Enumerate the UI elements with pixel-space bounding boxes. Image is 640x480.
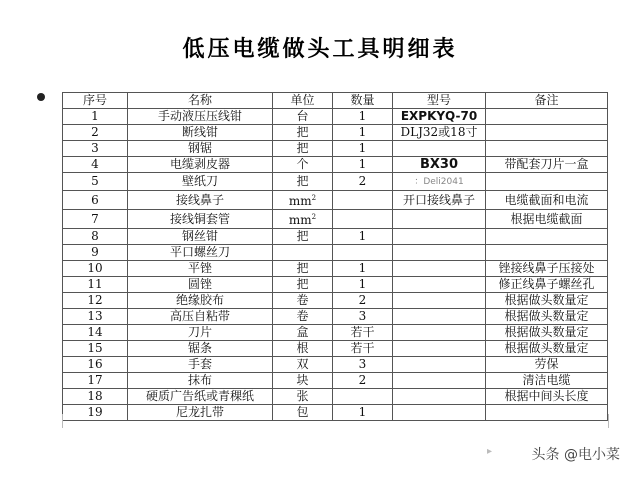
- cell-unit: [273, 309, 333, 325]
- cell-name-text: 平锉: [187, 261, 212, 275]
- cell-note-text: 清洁电缆: [522, 373, 571, 387]
- cell-note: [486, 261, 608, 277]
- cell-no: [63, 229, 128, 245]
- cell-no: [63, 293, 128, 309]
- cell-note: [486, 210, 608, 229]
- table-row: [63, 309, 608, 325]
- header-unit: 单位: [273, 93, 333, 109]
- table-row: [63, 245, 608, 261]
- cell-name: [128, 293, 273, 309]
- cell-note: [486, 357, 608, 373]
- cell-note: [486, 141, 608, 157]
- cell-note: [486, 157, 608, 173]
- cell-no-text: 7: [91, 211, 99, 226]
- cell-note-text: 根据做头数量定: [504, 325, 589, 339]
- cell-no: [63, 109, 128, 125]
- table-header-row: [63, 93, 608, 109]
- cell-note-text: 带配套刀片一盒: [504, 157, 589, 171]
- cell-qty-text: 1: [358, 229, 367, 243]
- cell-name-text: 钢锯: [187, 141, 212, 155]
- cell-no: [63, 245, 128, 261]
- cell-model: [393, 293, 486, 309]
- cell-no-text: 17: [87, 373, 103, 387]
- table-row: [63, 341, 608, 357]
- header-note: 备注: [486, 93, 608, 109]
- table-row: [63, 173, 608, 191]
- cell-name: [128, 141, 273, 157]
- cell-no-text: 1: [91, 109, 99, 123]
- cell-qty: [333, 245, 393, 261]
- cell-qty-text: 2: [358, 373, 367, 387]
- cell-no: [63, 277, 128, 293]
- table-row: [63, 125, 608, 141]
- cell-name-text: 刀片: [187, 325, 212, 339]
- cell-model-text: DLJ32或18寸: [400, 125, 478, 139]
- cell-name-text: 锯条: [187, 341, 212, 355]
- cell-qty: [333, 341, 393, 357]
- cell-name-text: 接线铜套管: [169, 211, 230, 226]
- cell-model-text: BX30: [419, 157, 459, 172]
- watermark: 头条 @电小菜: [531, 447, 620, 463]
- cell-note: [486, 229, 608, 245]
- cell-name: [128, 373, 273, 389]
- cell-unit-text: 把: [296, 125, 309, 139]
- cell-name-text: 手动液压压线钳: [157, 109, 242, 123]
- cell-no: [63, 191, 128, 210]
- cell-qty-text: 1: [358, 261, 367, 275]
- cell-name: [128, 261, 273, 277]
- cell-qty-text: 若干: [350, 325, 375, 339]
- cell-unit: [273, 210, 333, 229]
- cell-name: [128, 125, 273, 141]
- cell-note: [486, 293, 608, 309]
- cell-no: [63, 141, 128, 157]
- cell-no-text: 18: [87, 389, 103, 403]
- cell-no: [63, 389, 128, 405]
- cell-unit: [273, 229, 333, 245]
- cell-name: [128, 210, 273, 229]
- cell-unit-text: 盒: [296, 325, 309, 339]
- table-row: [63, 141, 608, 157]
- cell-qty: [333, 191, 393, 210]
- cell-note: [486, 173, 608, 191]
- cell-qty: [333, 173, 393, 191]
- cell-no: [63, 357, 128, 373]
- cell-name-text: 手套: [187, 357, 212, 371]
- cell-note-text: 根据中间头长度: [504, 389, 589, 403]
- cell-qty: [333, 210, 393, 229]
- table-row: [63, 157, 608, 173]
- cell-note: [486, 389, 608, 405]
- cell-no-text: 2: [91, 125, 99, 139]
- cell-model: [393, 357, 486, 373]
- cell-note: [486, 277, 608, 293]
- cell-unit: [273, 109, 333, 125]
- cell-name: [128, 325, 273, 341]
- cell-unit: [273, 325, 333, 341]
- cell-note-text: 修正线鼻子螺丝孔: [498, 277, 595, 291]
- cell-unit-text: mm: [288, 213, 312, 227]
- cell-name-text: 抹布: [187, 373, 212, 387]
- cell-qty-text: 1: [358, 109, 367, 123]
- unit-superscript: 2: [311, 213, 317, 221]
- header-name: 名称: [128, 93, 273, 109]
- cell-name: [128, 109, 273, 125]
- cell-model: [393, 157, 486, 173]
- cell-note: [486, 373, 608, 389]
- cell-qty: [333, 261, 393, 277]
- header-qty: 数量: [333, 93, 393, 109]
- cell-qty: [333, 309, 393, 325]
- cell-no-text: 10: [87, 261, 103, 275]
- cell-unit: [273, 157, 333, 173]
- table-row: [63, 389, 608, 405]
- cell-name-text: 硬质广告纸或青稞纸: [145, 389, 254, 403]
- cell-no-text: 3: [91, 141, 99, 155]
- tools-table: [62, 92, 608, 421]
- cell-no-text: 5: [91, 174, 99, 188]
- cell-unit: [273, 245, 333, 261]
- cell-model-text: EXPKYQ-70: [400, 109, 478, 123]
- cell-note: [486, 191, 608, 210]
- cell-name-text: 壁纸刀: [181, 174, 218, 188]
- cell-unit: [273, 293, 333, 309]
- cell-qty-text: 1: [358, 277, 367, 291]
- cell-no: [63, 157, 128, 173]
- cell-note: [486, 125, 608, 141]
- cell-unit-text: 把: [296, 277, 309, 291]
- table-body: [63, 109, 608, 421]
- table-row: [63, 357, 608, 373]
- table-row: [63, 210, 608, 229]
- cell-unit-text: 包: [296, 405, 309, 419]
- cell-unit-text: 把: [296, 261, 309, 275]
- cell-model: [393, 125, 486, 141]
- cell-model: [393, 341, 486, 357]
- small-mark-icon: ▸: [487, 446, 493, 457]
- cell-qty: [333, 125, 393, 141]
- cell-qty: [333, 389, 393, 405]
- cell-unit-text: mm: [288, 194, 312, 208]
- cell-unit: [273, 125, 333, 141]
- cell-no: [63, 125, 128, 141]
- cell-name-text: 圆锉: [187, 277, 212, 291]
- table-row: [63, 373, 608, 389]
- cell-no: [63, 210, 128, 229]
- cell-qty: [333, 109, 393, 125]
- cell-model: [393, 325, 486, 341]
- cell-no-text: 9: [91, 245, 99, 259]
- cell-name: [128, 245, 273, 261]
- cell-no-text: 19: [87, 405, 103, 419]
- cell-unit-text: 卷: [296, 309, 309, 323]
- cell-name: [128, 309, 273, 325]
- cell-note-text: 电缆截面和电流: [504, 192, 589, 207]
- cell-qty-text: 1: [358, 405, 367, 419]
- table-row: [63, 229, 608, 245]
- table-row: [63, 109, 608, 125]
- cell-unit: [273, 261, 333, 277]
- cell-unit-text: 根: [296, 341, 309, 355]
- bullet-dot: [37, 93, 45, 101]
- cell-model: [393, 277, 486, 293]
- cell-qty-text: 1: [358, 125, 367, 139]
- cell-unit: [273, 173, 333, 191]
- cell-name: [128, 277, 273, 293]
- cell-no: [63, 373, 128, 389]
- cell-note-text: 劳保: [534, 357, 559, 371]
- cell-model: [393, 261, 486, 277]
- cell-no-text: 15: [87, 341, 103, 355]
- cell-note-text: 根据电缆截面: [510, 211, 583, 226]
- cell-no: [63, 325, 128, 341]
- cell-no: [63, 261, 128, 277]
- cell-qty-text: 3: [358, 357, 367, 371]
- cell-qty-text: 1: [358, 157, 367, 171]
- cell-unit-text: 卷: [296, 293, 309, 307]
- cell-model: [393, 245, 486, 261]
- cell-note-text: 根据做头数量定: [504, 341, 589, 355]
- cell-no: [63, 309, 128, 325]
- cell-name: [128, 341, 273, 357]
- cell-no-text: 13: [87, 309, 103, 323]
- cell-model: [393, 389, 486, 405]
- cell-name-text: 高压自粘带: [169, 309, 230, 323]
- unit-superscript: 2: [311, 194, 317, 202]
- cell-name-text: 断线钳: [181, 125, 218, 139]
- cell-note-text: 根据做头数量定: [504, 309, 589, 323]
- cell-unit-text: 把: [296, 141, 309, 155]
- cell-qty: [333, 325, 393, 341]
- cell-no-text: 12: [87, 293, 103, 307]
- cell-qty: [333, 141, 393, 157]
- cell-unit: [273, 191, 333, 210]
- cell-name-text: 绝缘胶布: [175, 293, 224, 307]
- cell-qty: [333, 373, 393, 389]
- cell-qty-text: 1: [358, 141, 367, 155]
- cell-unit: [273, 373, 333, 389]
- cell-name: [128, 357, 273, 373]
- cell-unit: [273, 141, 333, 157]
- cell-unit: [273, 357, 333, 373]
- cell-unit-text: 双: [296, 357, 309, 371]
- page-title: 低压电缆做头工具明细表: [182, 36, 458, 62]
- table-row: [63, 293, 608, 309]
- cell-name-text: 接线鼻子: [175, 192, 224, 207]
- cell-model: [393, 191, 486, 210]
- cell-model: [393, 210, 486, 229]
- cell-name-text: 平口螺丝刀: [169, 245, 230, 259]
- cell-model-text: 开口接线鼻子: [402, 192, 475, 207]
- cell-unit-text: 个: [296, 157, 309, 171]
- cell-unit-text: 张: [296, 389, 309, 403]
- cell-no-text: 4: [91, 157, 99, 171]
- cell-name: [128, 389, 273, 405]
- cell-unit: [273, 341, 333, 357]
- cell-note: [486, 325, 608, 341]
- cell-name-text: 电缆剥皮器: [169, 157, 230, 171]
- cell-note-text: 锉接线鼻子压接处: [498, 261, 595, 275]
- cell-model: [393, 373, 486, 389]
- cell-name: [128, 229, 273, 245]
- cell-qty-text: 3: [358, 309, 367, 323]
- cell-no-text: 6: [91, 192, 99, 207]
- cell-qty: [333, 357, 393, 373]
- table-row: [63, 261, 608, 277]
- cell-qty-text: 2: [358, 293, 367, 307]
- cell-note: [486, 309, 608, 325]
- cell-no: [63, 341, 128, 357]
- cell-model: [393, 173, 486, 191]
- cell-note: [486, 245, 608, 261]
- cell-qty: [333, 157, 393, 173]
- cell-model: [393, 229, 486, 245]
- cell-unit: [273, 389, 333, 405]
- table-row: [63, 277, 608, 293]
- spreadsheet: [62, 92, 607, 428]
- cell-name-text: 尼龙扎带: [175, 405, 224, 419]
- cell-unit-text: 把: [296, 229, 309, 243]
- header-model: 型号: [393, 93, 486, 109]
- cell-unit: [273, 277, 333, 293]
- cell-unit-text: 把: [296, 174, 309, 188]
- cell-no-text: 11: [87, 277, 103, 291]
- cell-no: [63, 173, 128, 191]
- cell-model: [393, 141, 486, 157]
- header-no: 序号: [63, 93, 128, 109]
- cell-note-text: 根据做头数量定: [504, 293, 589, 307]
- cell-qty: [333, 293, 393, 309]
- cell-qty-text: 2: [358, 174, 367, 188]
- cell-unit-text: 台: [296, 109, 309, 123]
- cell-no-text: 14: [87, 325, 103, 339]
- cell-unit-text: 块: [296, 373, 309, 387]
- cell-qty: [333, 277, 393, 293]
- cell-model: [393, 309, 486, 325]
- cell-name: [128, 173, 273, 191]
- cell-no-text: 8: [91, 229, 99, 243]
- cell-name: [128, 157, 273, 173]
- cell-no-text: 16: [87, 357, 103, 371]
- cell-note: [486, 341, 608, 357]
- cell-model-text: ：Deli2041: [414, 177, 464, 187]
- empty-grid-area: [62, 414, 609, 428]
- table-row: [63, 191, 608, 210]
- cell-note: [486, 109, 608, 125]
- cell-qty: [333, 229, 393, 245]
- table-row: [63, 325, 608, 341]
- cell-name: [128, 191, 273, 210]
- cell-qty-text: 若干: [350, 341, 375, 355]
- cell-name-text: 钢丝钳: [181, 229, 218, 243]
- cell-model: [393, 109, 486, 125]
